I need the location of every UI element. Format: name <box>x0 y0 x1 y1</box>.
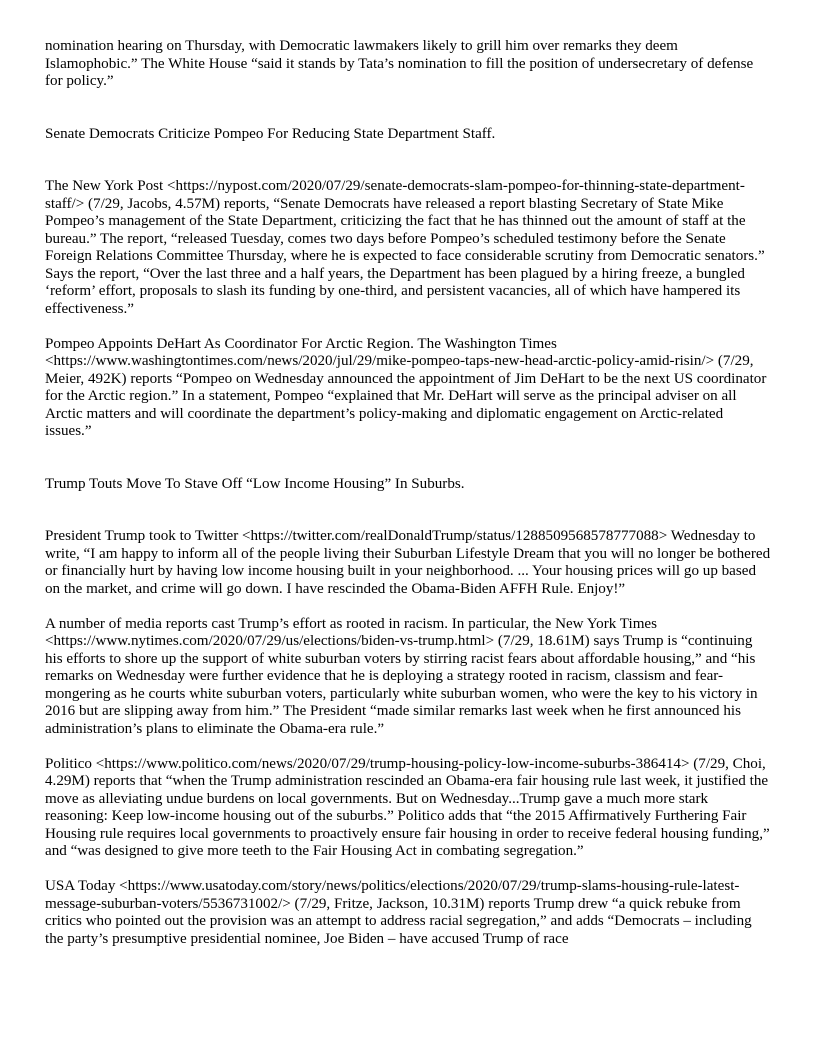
paragraph-trump-twitter: President Trump took to Twitter <https://twitter.com/realDonaldTrump/status/1288509568578777088> Wednesday to write, “I am happy to inform all of the people living their Suburban Lifestyle Dream that you will no longer be bothered or financially hurt by having low income housing built in your neighborhood. ... Your housing prices will go up based on the market, and crime will go down. I have rescinded the Obama-Biden AFFH Rule. Enjoy!” <box>45 528 771 597</box>
paragraph-politico: Politico <https://www.politico.com/news/2020/07/29/trump-housing-policy-low-income-suburbs-386414> (7/29, Choi, 4.29M) reports that “when the Trump administration rescinded an Obama-era fair housing rule last week, it justified the move as alleviating undue burdens on local governments. But on Wednesday...Trump gave a much more stark reasoning: Keep low-income housing out of the suburbs.” Politico adds that “the 2015 Affirmatively Furthering Fair Housing rule requires local governments to proactively ensure fair housing in order to receive federal housing funding,” and “was designed to give more teeth to the Fair Housing Act in combating segregation.” <box>45 755 770 859</box>
headline-pompeo-staff: Senate Democrats Criticize Pompeo For Reducing State Department Staff. <box>45 125 496 142</box>
paragraph-dehart-arctic: Pompeo Appoints DeHart As Coordinator For Arctic Region. The Washington Times <https://www.washingtontimes.com/news/2020/jul/29/mike-pompeo-taps-new-head-arctic-policy-amid-risin/> (7/29, Meier, 492K) reports “Pompeo on Wednesday announced the appointment of Jim DeHart to be the next US coordinator for the Arctic region.” In a statement, Pompeo “explained that Mr. DeHart will serve as the principal adviser on all Arctic matters and will coordinate the department’s policy-making and diplomatic engagement on Arctic-related issues.” <box>45 335 767 439</box>
paragraph-ny-times: A number of media reports cast Trump’s effort as rooted in racism. In particular, the New York Times <https://www.nytimes.com/2020/07/29/us/elections/biden-vs-trump.html> (7/29, 18.61M) says Trump is “continuing his efforts to shore up the support of white suburban voters by stirring racist fears about affordable housing,” and “his remarks on Wednesday were further evidence that he is deploying a strategy rooted in racism, classism and fear-mongering as he courts white suburban voters, particularly white suburban women, who were the key to his victory in 2016 but are slipping away from him.” The President “made similar remarks last week when he first announced his administration’s plans to eliminate the Obama-era rule.” <box>45 615 758 737</box>
paragraph-tata-nomination: nomination hearing on Thursday, with Democratic lawmakers likely to grill him over remarks they deem Islamophobic.” The White House “said it stands by Tata’s nomination to fill the position of undersecretary of defense for policy.” <box>45 38 754 89</box>
paragraph-usa-today: USA Today <https://www.usatoday.com/story/news/politics/elections/2020/07/29/trump-slams-housing-rule-latest-message-suburban-voters/5536731002/> (7/29, Fritze, Jackson, 10.31M) reports Trump drew “a quick rebuke from critics who pointed out the provision was an attempt to address racial segregation,” and adds “Democrats – including the party’s presumptive presidential nominee, Joe Biden – have accused Trump of race <box>45 878 752 947</box>
paragraph-ny-post: The New York Post <https://nypost.com/2020/07/29/senate-democrats-slam-pompeo-for-thinning-state-department-staff/> (7/29, Jacobs, 4.57M) reports, “Senate Democrats have released a report blasting Secretary of State Mike Pompeo’s management of the State Department, criticizing the fact that he has thinned out the amount of staff at the bureau.” The report, “released Tuesday, comes two days before Pompeo’s scheduled testimony before the Senate Foreign Relations Committee Thursday, where he is expected to face considerable scrutiny from Democratic senators.” Says the report, “Over the last three and a half years, the Department has been plagued by a hiring freeze, a bungled ‘reform’ effort, proposals to slash its funding by one-third, and persistent vacancies, all of which have hampered its effectiveness.” <box>45 178 765 317</box>
headline-low-income-housing: Trump Touts Move To Stave Off “Low Income Housing” In Suburbs. <box>45 475 465 492</box>
